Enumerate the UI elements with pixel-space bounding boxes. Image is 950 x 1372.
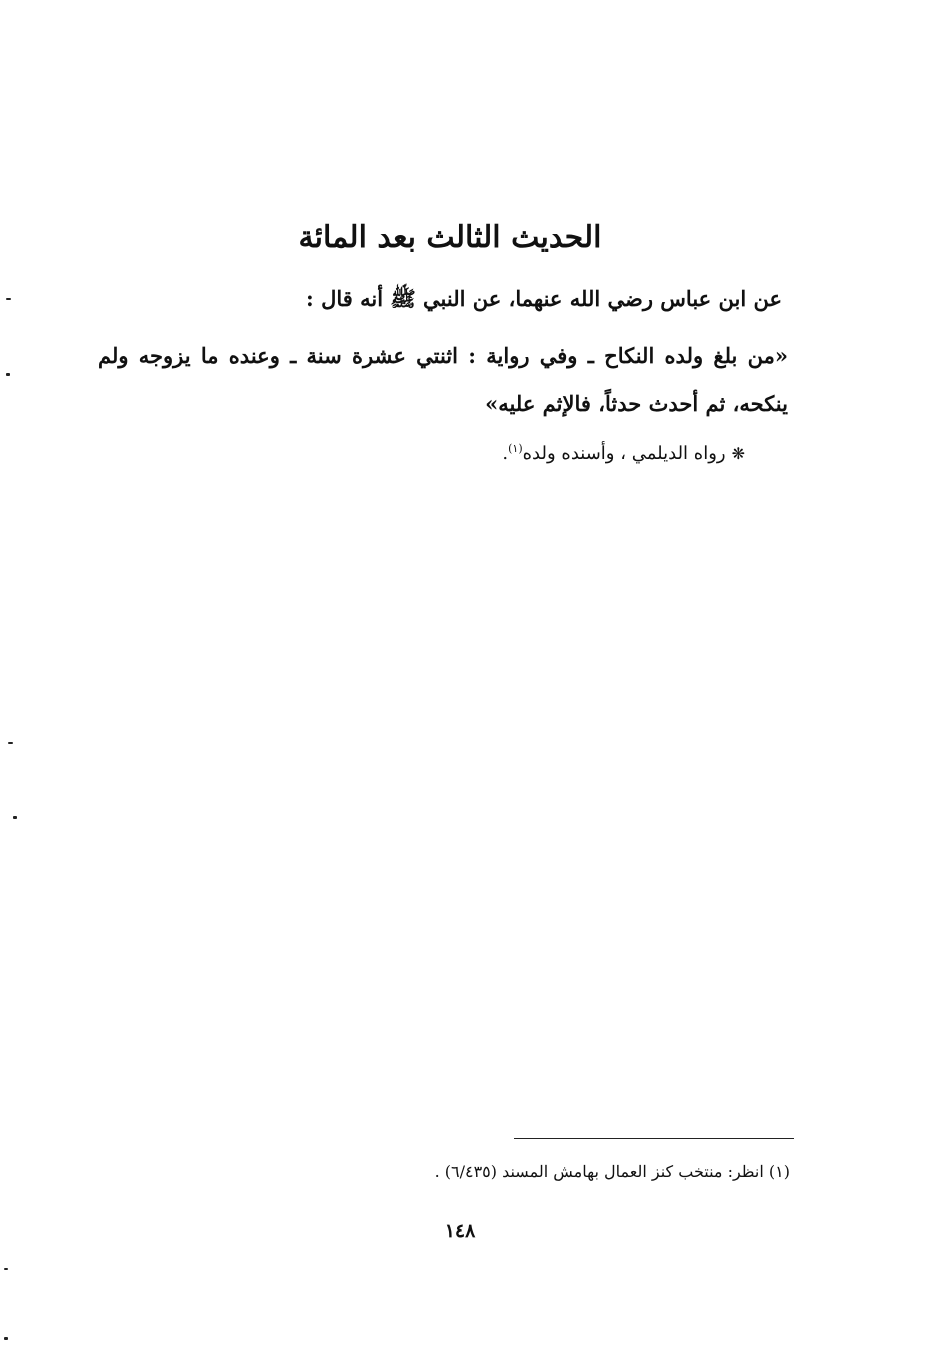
source-attribution [245, 434, 745, 469]
page-number: ١٤٨ [444, 1220, 476, 1242]
scan-speck [13, 816, 17, 819]
scan-speck [6, 373, 10, 376]
source-text: رواه الديلمي ، وأسنده ولده [522, 443, 726, 464]
scan-speck [8, 742, 13, 744]
source-end-punctuation: . [502, 443, 509, 464]
footnote-reference: (١) [508, 442, 523, 455]
scan-speck [6, 298, 11, 300]
footnote-1: (١) انظر: منتخب كنز العمال بهامش المسند (٦/٤٣٥) . [434, 1162, 790, 1181]
asterisk-icon: ❋ [731, 444, 745, 463]
scan-speck [4, 1337, 8, 1340]
hadith-title: الحديث الثالث بعد المائة [298, 220, 602, 255]
hadith-text: «من بلغ ولده النكاح ـ وفي رواية : اثنتي عشرة سنة ـ وعنده ما يزوجه ولم ينكحه، ثم أحدث حدثاً، فالإثم عليه» [98, 343, 788, 416]
narration-intro: عن ابن عباس رضي الله عنهما، عن النبي ﷺ أنه قال : [306, 286, 782, 311]
scan-speck [4, 1268, 8, 1270]
footnote-divider [514, 1138, 794, 1139]
